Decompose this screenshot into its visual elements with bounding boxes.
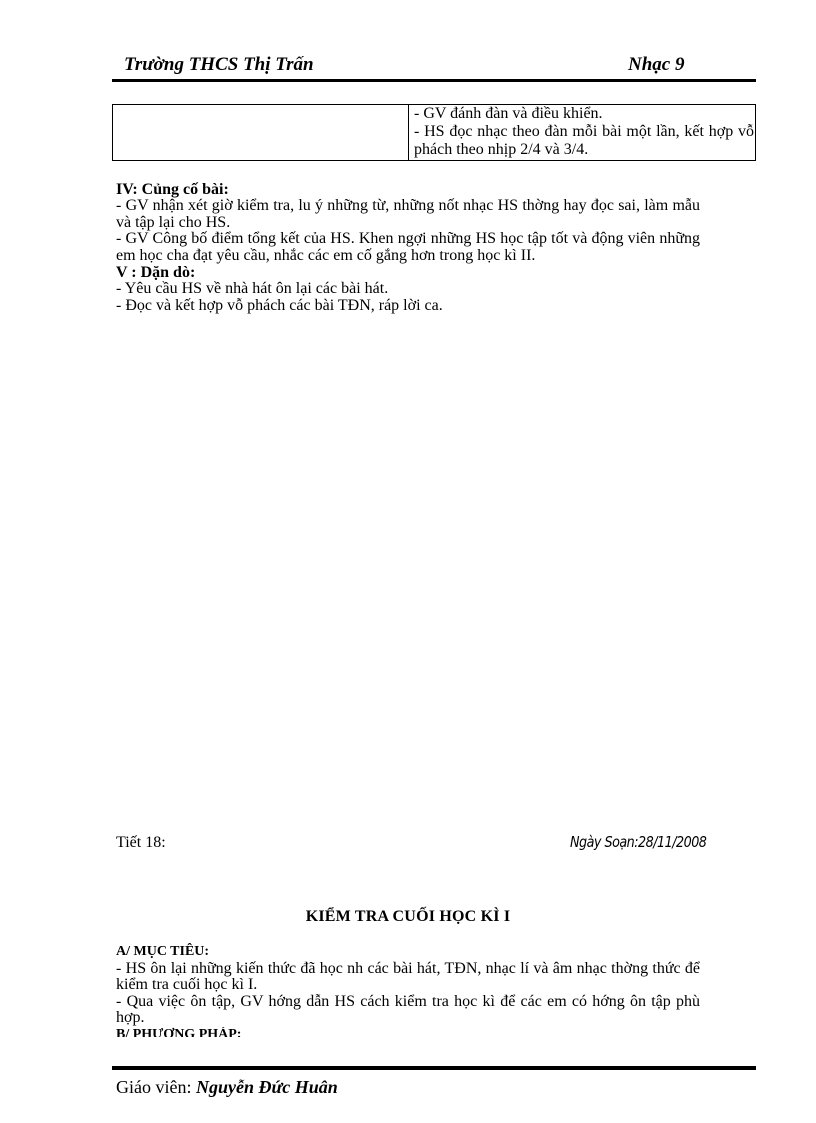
footer-divider — [112, 1066, 756, 1070]
header-divider — [112, 79, 756, 82]
objectives-section — [116, 944, 700, 1037]
footer-teacher — [116, 1077, 338, 1098]
consolidation-section — [116, 181, 700, 314]
section-heading-v: V : Dặn dò: — [116, 264, 196, 281]
paragraph: - Đọc và kết hợp vỗ phách các bài TĐN, ráp lời ca. — [116, 296, 443, 314]
table-cell-line: - GV đánh đàn và điều khiển. — [414, 105, 603, 122]
paragraph: - GV Công bố điểm tổng kết của HS. Khen ngợi những HS học tập tốt và động viên những em học cha đạt yêu cầu, nhắc các em cố gắng hơn trong học kì II. — [116, 230, 700, 264]
paragraph: - Yêu cầu HS về nhà hát ôn lại các bài hát. — [116, 280, 389, 297]
section-heading-iv: IV: Củng cố bài: — [116, 181, 229, 198]
paragraph: - GV nhận xét giờ kiểm tra, lu ý những từ, những nốt nhạc HS thờng hay đọc sai, làm mẫu và tập lại cho HS. — [116, 197, 700, 231]
header-school: Trường THCS Thị Trấn — [124, 54, 314, 75]
exam-title: KIỂM TRA CUỐI HỌC KÌ I — [305, 908, 511, 925]
lesson-number: Tiết 18: — [116, 834, 166, 851]
preparation-date: Ngày Soạn:28/11/2008 — [570, 833, 707, 851]
table-right-cell — [414, 105, 754, 159]
footer-label: Giáo viên: — [116, 1077, 196, 1097]
table-column-divider — [408, 104, 409, 161]
objectives-heading: A/ MỤC TIÊU: — [116, 944, 210, 959]
header-subject: Nhạc 9 — [628, 54, 685, 75]
paragraph: - Qua việc ôn tập, GV hớng dẫn HS cách kiểm tra học kì để các em có hớng ôn tập phù hợp. — [116, 992, 700, 1026]
methods-heading: B/ PHƯƠNG PHÁP: — [116, 1026, 242, 1037]
teacher-name: Nguyễn Đức Huân — [195, 1077, 338, 1097]
paragraph: - HS ôn lại những kiến thức đã học nh các bài hát, TĐN, nhạc lí và âm nhạc thờng thức để kiểm tra cuối học kì I. — [116, 959, 700, 993]
table-cell-line: - HS đọc nhạc theo đàn mỗi bài một lần, kết hợp vỗ phách theo nhịp 2/4 và 3/4. — [414, 123, 754, 158]
